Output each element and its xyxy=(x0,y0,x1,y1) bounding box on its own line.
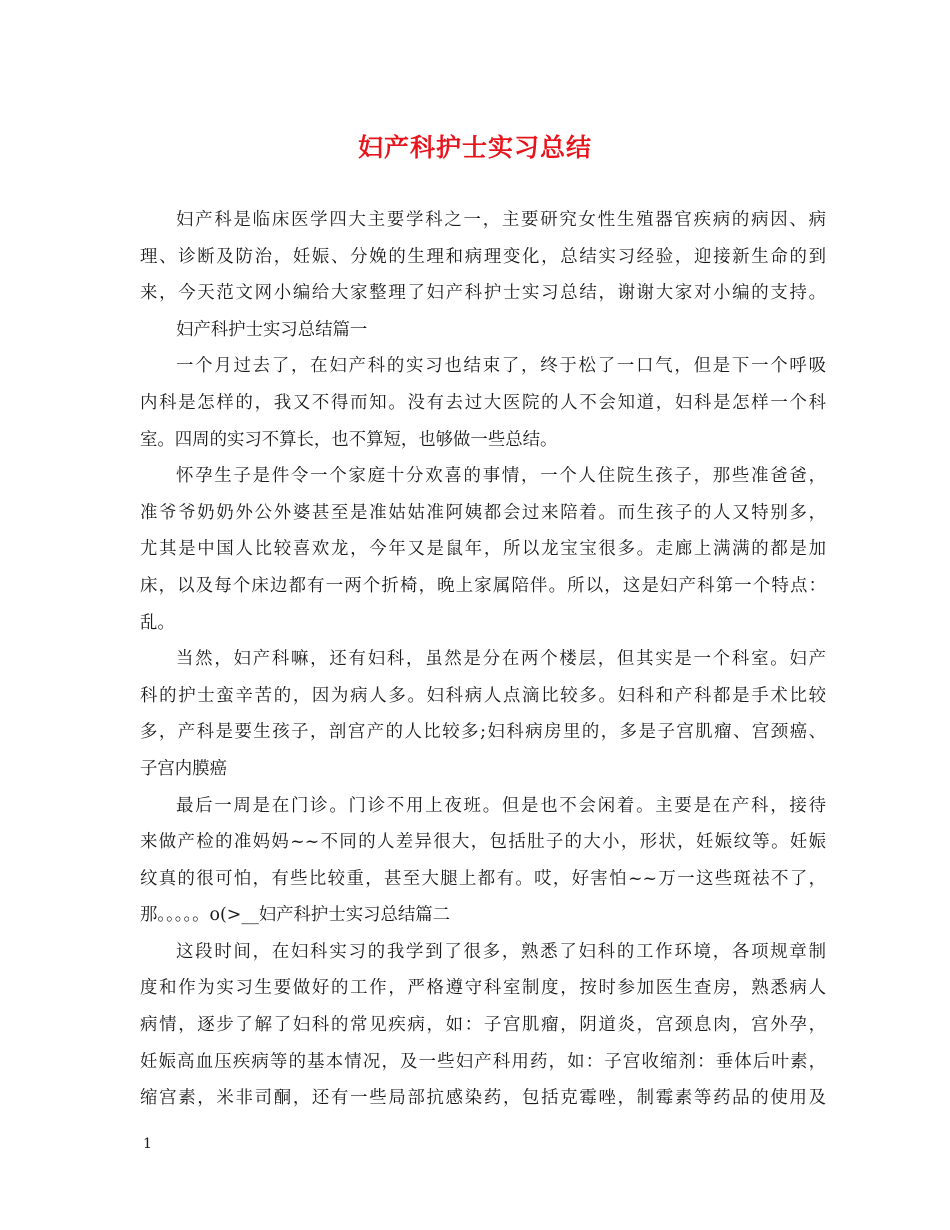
text-line: 怀孕生子是件令一个家庭十分欢喜的事情，一个人住院生孩子，那些准爸爸， xyxy=(176,466,826,487)
section-heading: 妇产科护士实习总结篇一 xyxy=(176,319,368,340)
text-line: 科的护士蛮辛苦的，因为病人多。妇科病人点滴比较多。妇科和产科都是手术比较 xyxy=(140,685,826,706)
text-line: 准爷爷奶奶外公外婆甚至是准姑姑准阿姨都会过来陪着。而生孩子的人又特别多， xyxy=(140,502,826,523)
document-title: 妇产科护士实习总结 xyxy=(357,133,592,162)
text-line: 理、诊断及防治，妊娠、分娩的生理和病理变化，总结实习经验，迎接新生命的到 xyxy=(140,246,826,267)
text-line: 病情，逐步了解了妇科的常见疾病，如：子宫肌瘤，阴道炎，宫颈息肉，宫外孕， xyxy=(140,1015,826,1036)
text-line: 尤其是中国人比较喜欢龙，今年又是鼠年，所以龙宝宝很多。走廊上满满的都是加 xyxy=(140,539,826,560)
text-line: 这段时间，在妇科实习的我学到了很多，熟悉了妇科的工作环境，各项规章制 xyxy=(176,941,826,962)
text-line: 来做产检的准妈妈~~不同的人差异很大，包括肚子的大小，形状，妊娠纹等。妊娠 xyxy=(140,832,826,853)
text-line: 多，产科是要生孩子，剖宫产的人比较多;妇科病房里的，多是子宫肌瘤、宫颈癌、 xyxy=(140,722,826,743)
text-line: 床，以及每个床边都有一两个折椅，晚上家属陪伴。所以，这是妇产科第一个特点： xyxy=(140,575,826,596)
text-line: 纹真的很可怕，有些比较重，甚至大腿上都有。哎，好害怕~~万一这些斑祛不了， xyxy=(140,868,826,889)
text-line: 一个月过去了，在妇产科的实习也结束了，终于松了一口气，但是下一个呼吸 xyxy=(176,356,826,377)
page-number: 1 xyxy=(143,1136,152,1152)
text-line: 妇产科是临床医学四大主要学科之一，主要研究女性生殖器官疾病的病因、病 xyxy=(176,210,826,230)
text-line: 乱。 xyxy=(140,612,175,633)
document-body xyxy=(140,202,826,1117)
text-line: 妊娠高血压疾病等的基本情况，及一些妇产科用药，如：子宫收缩剂：垂体后叶素， xyxy=(140,1051,826,1072)
text-line: 最后一周是在门诊。门诊不用上夜班。但是也不会闲着。主要是在产科，接待 xyxy=(176,795,826,816)
text-line: 缩宫素，米非司酮，还有一些局部抗感染药，包括克霉唑，制霉素等药品的使用及 xyxy=(140,1088,826,1109)
text-line: 内科是怎样的，我又不得而知。没有去过大医院的人不会知道，妇科是怎样一个科 xyxy=(140,392,826,413)
text-line: 当然，妇产科嘛，还有妇科，虽然是分在两个楼层，但其实是一个科室。妇产 xyxy=(176,649,826,670)
text-line: 那。。。。。o(>__妇产科护士实习总结篇二 xyxy=(140,905,451,926)
text-line: 子宫内膜癌 xyxy=(140,758,227,779)
text-line: 度和作为实习生要做好的工作，严格遵守科室制度，按时参加医生查房，熟悉病人 xyxy=(140,978,826,999)
text-line: 来，今天范文网小编给大家整理了妇产科护士实习总结，谢谢大家对小编的支持。 xyxy=(140,283,826,304)
text-line: 室。四周的实习不算长，也不算短，也够做一些总结。 xyxy=(140,429,558,450)
